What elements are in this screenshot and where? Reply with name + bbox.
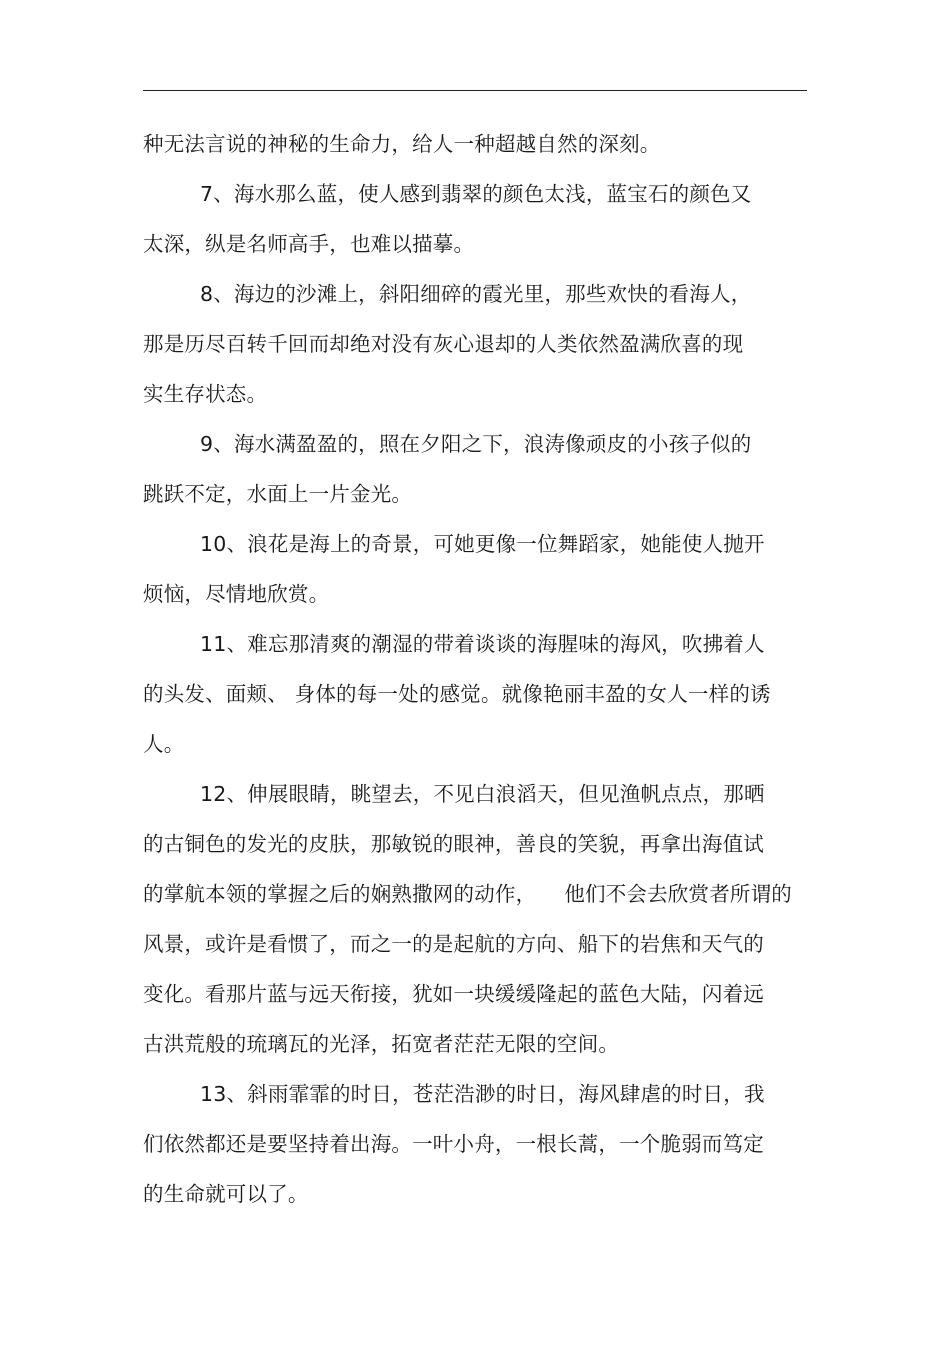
paragraph-8-line-1: 8、海边的沙滩上，斜阳细碎的霞光里，那些欢快的看海人，	[200, 282, 752, 306]
paragraph-12-line-3-part-2: 他们不会去欣赏者所谓的	[564, 882, 793, 906]
paragraph-12-line-4: 风景，或许是看惯了，而之一的是起航的方向、船下的岩焦和天气的	[143, 932, 764, 956]
paragraph-9-line-1: 9、海水满盈盈的，照在夕阳之下，浪涛像顽皮的小孩子似的	[200, 432, 752, 456]
paragraph-12-line-3-part-1: 的掌航本领的掌握之后的娴熟撒网的动作，	[143, 882, 537, 906]
paragraph-8-line-2: 那是历尽百转千回而却绝对没有灰心退却的人类依然盈满欣喜的现	[143, 332, 744, 356]
paragraph-12-line-6: 古洪荒般的琉璃瓦的光泽，拓宽者茫茫无限的空间。	[143, 1032, 620, 1056]
paragraph-12-line-5: 变化。看那片蓝与远天衔接，犹如一块缓缓隆起的蓝色大陆，闪着远	[143, 982, 764, 1006]
paragraph-11-line-2: 的头发、面颊、 身体的每一处的感觉。就像艳丽丰盈的女人一样的诱	[143, 682, 771, 706]
paragraph-12-line-1: 12、伸展眼睛，眺望去，不见白浪滔天，但见渔帆点点，那晒	[200, 782, 765, 806]
paragraph-13-line-2: 们依然都还是要坚持着出海。一叶小舟，一根长蒿，一个脆弱而笃定	[143, 1132, 764, 1156]
paragraph-13-line-1: 13、斜雨霏霏的时日，苍茫浩渺的时日，海风肆虐的时日，我	[200, 1082, 765, 1106]
header-rule	[143, 90, 807, 91]
paragraph-8-line-3: 实生存状态。	[143, 382, 268, 406]
paragraph-13-line-3: 的生命就可以了。	[143, 1182, 309, 1206]
paragraph-12-line-2: 的古铜色的发光的皮肤，那敏锐的眼神，善良的笑貌，再拿出海值试	[143, 832, 764, 856]
body-text	[143, 119, 803, 1219]
paragraph-7-line-2: 太深，纵是名师高手，也难以描摹。	[143, 232, 475, 256]
paragraph-11-line-1: 11、难忘那清爽的潮湿的带着谈谈的海腥味的海风，吹拂着人	[200, 632, 765, 656]
paragraph-10-line-1: 10、浪花是海上的奇景，可她更像一位舞蹈家，她能使人抛开	[200, 532, 765, 556]
text-line: 种无法言说的神秘的生命力，给人一种超越自然的深刻。	[143, 132, 661, 156]
paragraph-12-line-3	[143, 869, 803, 919]
paragraph-10-line-2: 烦恼，尽情地欣赏。	[143, 582, 330, 606]
paragraph-11-line-3: 人。	[143, 732, 185, 756]
paragraph-9-line-2: 跳跃不定，水面上一片金光。	[143, 482, 413, 506]
paragraph-7-line-1: 7、海水那么蓝，使人感到翡翠的颜色太浅，蓝宝石的颜色又	[200, 182, 752, 206]
